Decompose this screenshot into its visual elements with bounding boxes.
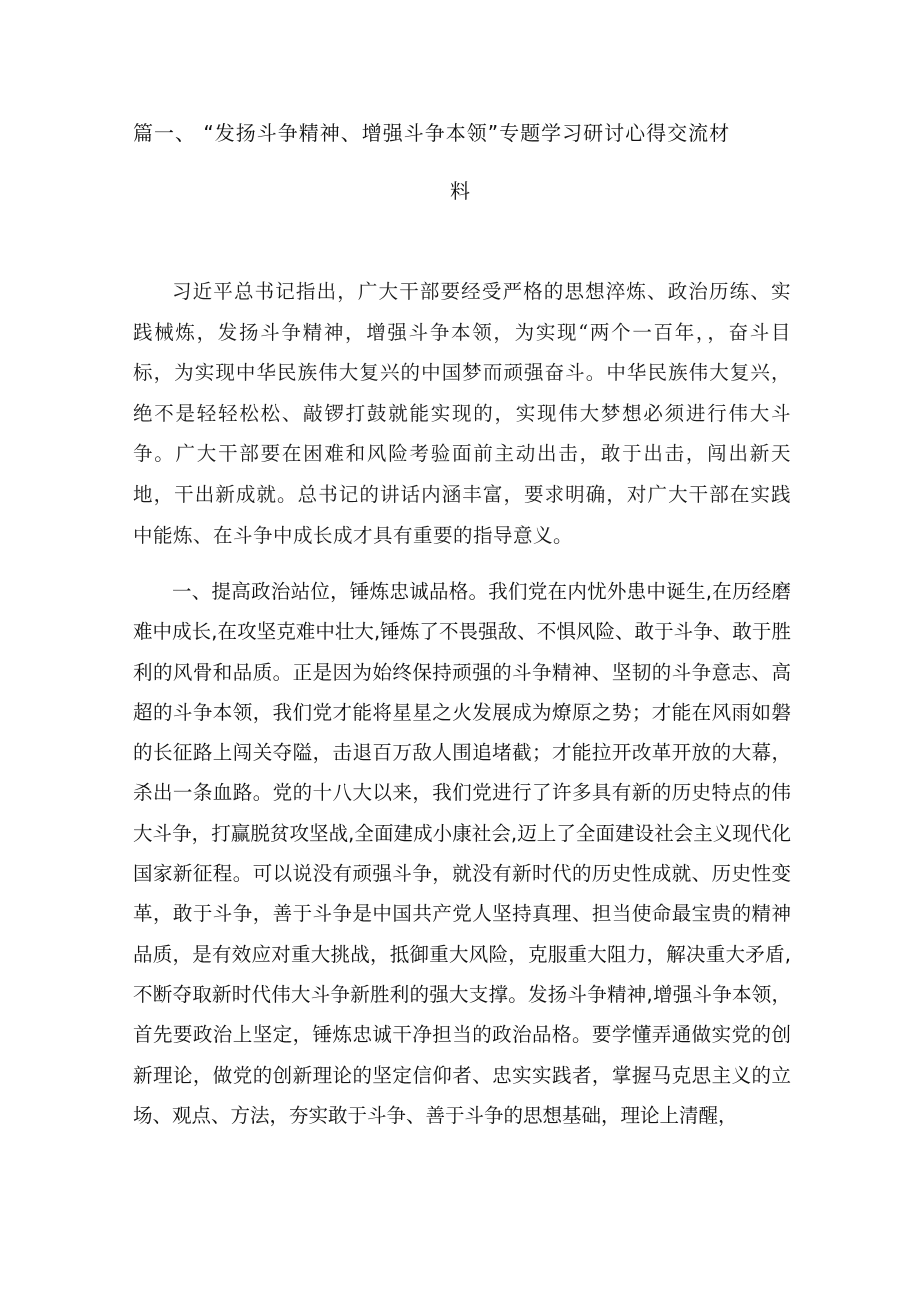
document-title: 篇一、 “发扬斗争精神、增强斗争本领”专题学习研讨心得交流材 bbox=[133, 121, 731, 145]
paragraph-section-one: 一、提高政治站位，锤炼忠诚品格。我们党在内忧外患中诞生,在历经磨难中成长,在攻坚克难中壮大,锤炼了不畏强敌、不惧风险、敢于斗争、敢于胜利的风骨和品质。正是因为始终保持顽强的斗争精神、坚韧的斗争意志、高超的斗争本领，我们党才能将星星之火发展成为燎原之势；才能在风雨如磐的长征路上闯关夺隘，击退百万敌人围追堵截；才能拉开改革开放的大幕，杀出一条血路。党的十八大以来，我们党进行了许多具有新的历史特点的伟大斗争，打赢脱贫攻坚战,全面建成小康社会,迈上了全面建设社会主义现代化国家新征程。可以说没有顽强斗争，就没有新时代的历史性成就、历史性变革，敢于斗争，善于斗争是中国共产党人坚持真理、担当使命最宝贵的精神品质，是有效应对重大挑战，抵御重大风险，克服重大阻力，解决重大矛盾,不断夺取新时代伟大斗争新胜利的强大支撑。发扬斗争精神,增强斗争本领，首先要政治上坚定，锤炼忠诚干净担当的政治品格。要学懂弄通做实党的创新理论，做党的创新理论的坚定信仰者、忠实实践者，掌握马克思主义的立场、观点、方法，夯实敢于斗争、善于斗争的思想基础，理论上清醒， bbox=[133, 580, 791, 1127]
document-title-continuation: 料 bbox=[450, 179, 470, 203]
paragraph-intro: 习近平总书记指出，广大干部要经受严格的思想淬炼、政治历练、实践械炼，发扬斗争精神，增强斗争本领，为实现“两个一百年，，奋斗目标，为实现中华民族伟大复兴的中国梦而顽强奋斗。中华民族伟大复兴，绝不是轻轻松松、敲锣打鼓就能实现的，实现伟大梦想必须进行伟大斗争。广大干部要在困难和风险考验面前主动出击，敢于出击，闯出新天地，干出新成就。总书记的讲话内涵丰富，要求明确，对广大干部在实践中能炼、在斗争中成长成才具有重要的指导意义。 bbox=[133, 280, 791, 547]
